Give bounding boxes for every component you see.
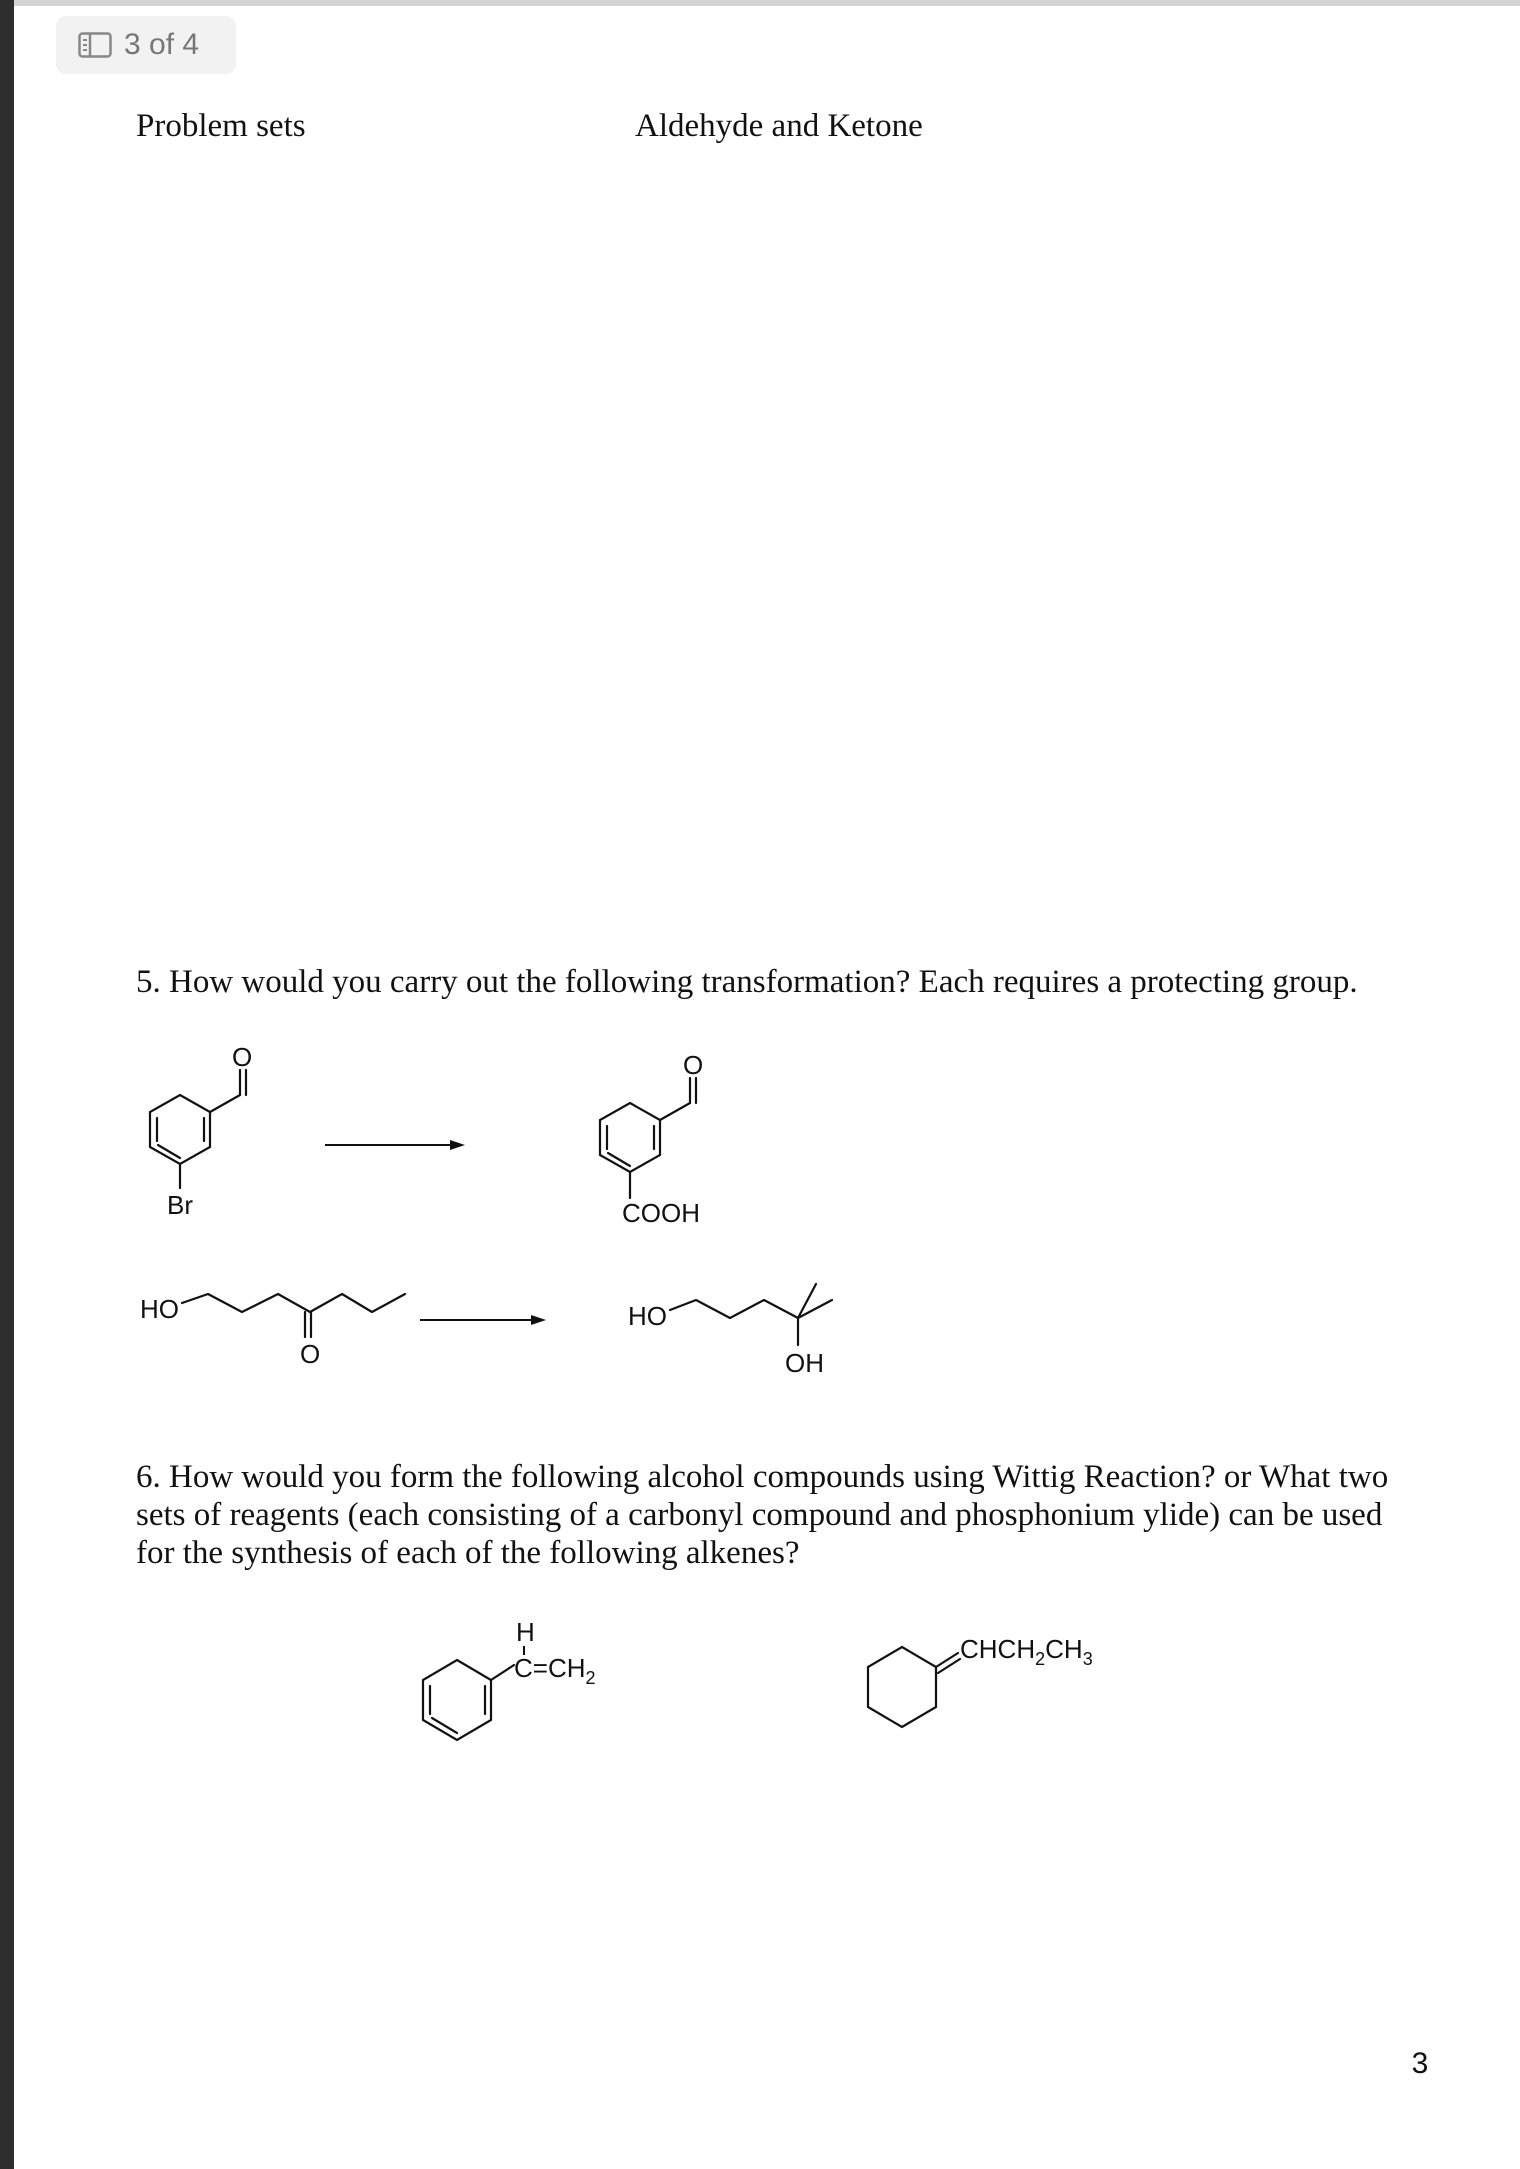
header-center-title: Aldehyde and Ketone: [635, 108, 923, 144]
reactant-2-carbonyl-o: O: [300, 1339, 321, 1369]
reaction-2-arrowhead: [531, 1315, 546, 1325]
reaction-1-arrowhead: [450, 1140, 465, 1150]
styrene-vinyl-label: $C=CH_2$: [514, 1653, 596, 1688]
page-thumbnails-icon[interactable]: [78, 32, 112, 58]
question-6-text: 6. How would you form the following alcohol compounds using Wittig Reaction? or What two sets of reagents (each consisting of a carbonyl compound and phosphonium ylide) can be used for the synthesis of each of the following alkenes?: [136, 1459, 1389, 1571]
question-5-text: 5. How would you carry out the following transformation? Each requires a protecting group.: [136, 964, 1358, 1000]
viewer-left-edge: [0, 0, 14, 2169]
reactant-3-bromobenzaldehyde: [150, 1070, 246, 1188]
reaction-2-diagram: [120, 1270, 880, 1380]
reactant-2-ho-label: HO: [140, 1294, 179, 1324]
reaction-1-diagram: [120, 1040, 740, 1240]
page-indicator-text: 3 of 4: [124, 28, 200, 61]
product-2-chain: [670, 1284, 832, 1345]
propylidene-label: $CHCH_2CH_3$: [960, 1634, 1093, 1669]
header-left-title: Problem sets: [136, 108, 306, 144]
product-2-ho-label: HO: [628, 1301, 667, 1331]
wittig-targets-diagram: [400, 1605, 1160, 1745]
product-2-oh-label: OH: [785, 1348, 824, 1378]
product-3-formylbenzoic-acid: [600, 1078, 696, 1198]
reactant-1-br-label: Br: [167, 1190, 193, 1220]
reactant-2-chain: [182, 1294, 405, 1337]
product-1-carbonyl-o: O: [683, 1050, 704, 1080]
reactant-1-carbonyl-o: O: [232, 1042, 253, 1072]
viewer-top-bar: [14, 0, 1520, 6]
page-number: 3: [1411, 2047, 1429, 2080]
propylidene-cyclohexane-structure: [868, 1647, 960, 1727]
styrene-h-label: H: [516, 1617, 535, 1647]
page-indicator-badge[interactable]: [56, 16, 236, 74]
styrene-structure: [423, 1660, 514, 1740]
product-1-cooh-label: COOH: [622, 1198, 700, 1228]
